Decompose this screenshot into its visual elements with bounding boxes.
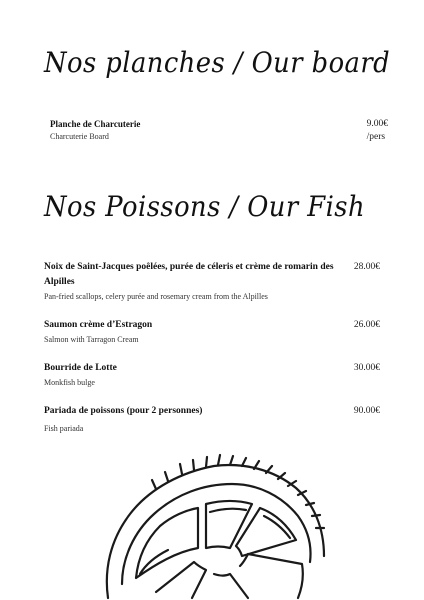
section-title-fish: Nos Poissons / Our Fish xyxy=(44,190,366,223)
menu-item-salmon xyxy=(44,318,380,346)
item-price: 28.00€ xyxy=(353,262,380,272)
item-price: 26.00€ xyxy=(353,320,380,330)
item-name: Saumon crème d’Estragon xyxy=(44,320,153,330)
item-price xyxy=(367,118,388,144)
item-description: Salmon with Tarragon Cream xyxy=(44,335,139,344)
menu-item-fish-pariada xyxy=(44,404,380,435)
item-description: Pan-fried scallops, celery purée and rosemary cream from the Alpilles xyxy=(44,292,268,301)
price-unit: /pers xyxy=(366,132,386,142)
menu-item-monkfish xyxy=(44,361,380,389)
item-description: Charcuterie Board xyxy=(50,132,109,141)
section-title-boards: Nos planches / Our board xyxy=(44,46,391,79)
item-name: Pariada de poissons (pour 2 personnes) xyxy=(44,406,203,416)
item-name: Bourride de Lotte xyxy=(44,363,117,373)
menu-item-scallops xyxy=(44,260,380,303)
menu-item-charcuterie xyxy=(50,118,388,143)
item-name: Noix de Saint-Jacques poêlées, purée de céleris et crème de romarin des Alpilles xyxy=(44,262,334,287)
item-price: 30.00€ xyxy=(353,363,380,373)
item-price: 90.00€ xyxy=(353,406,380,416)
item-description: Monkfish bulge xyxy=(44,378,95,387)
price-value: 9.00€ xyxy=(366,119,388,129)
item-name: Planche de Charcuterie xyxy=(50,119,141,129)
orange-slice-icon xyxy=(98,452,328,600)
item-description: Fish pariada xyxy=(44,424,84,433)
